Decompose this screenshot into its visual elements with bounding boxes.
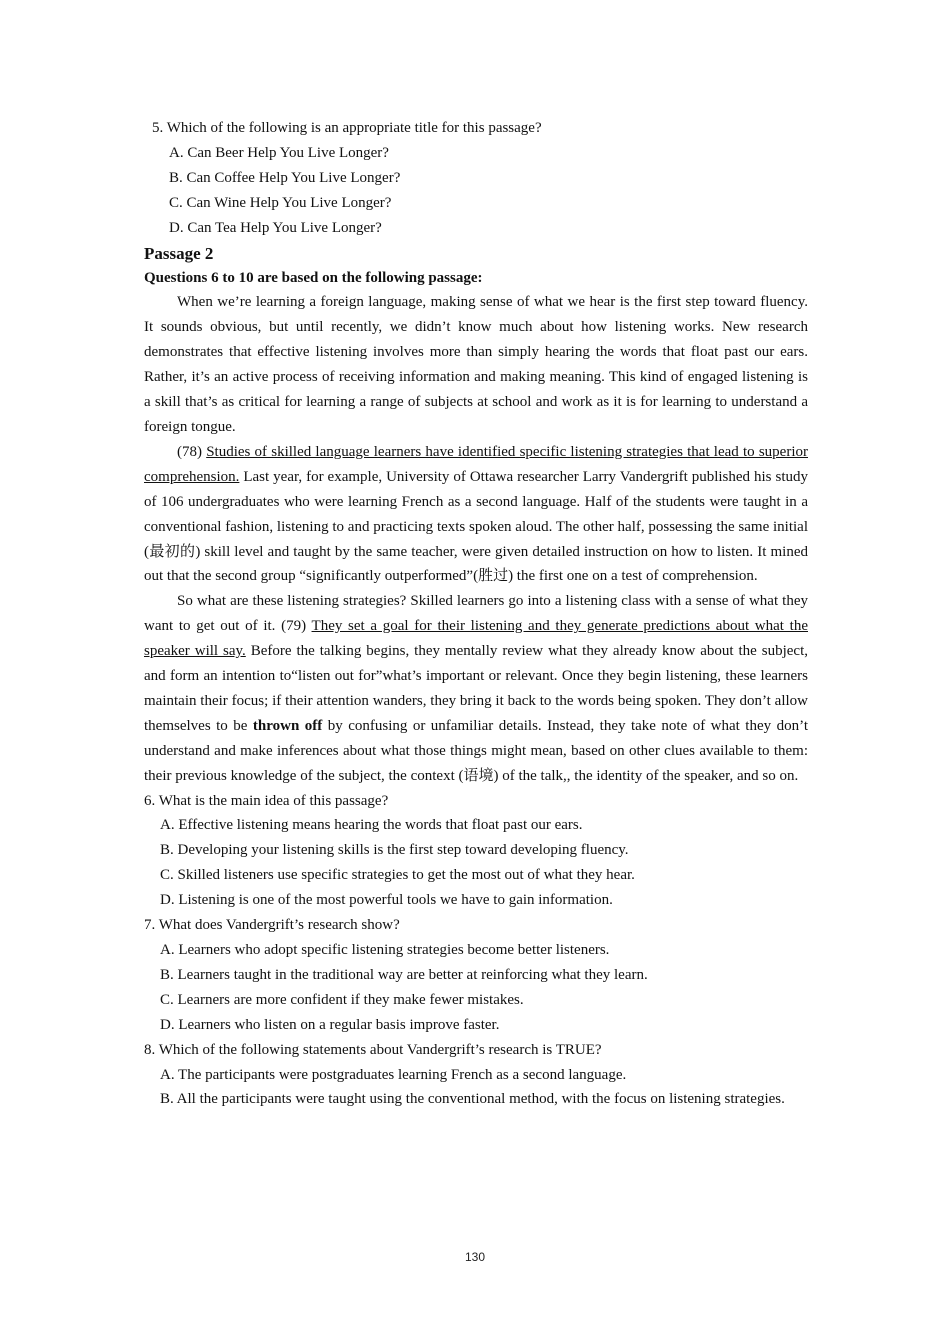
question-7 — [144, 913, 808, 1038]
passage-2-instruction: Questions 6 to 10 are based on the following passage: — [144, 269, 483, 286]
question-7-option-c: C. Learners are more confident if they make fewer mistakes. — [160, 991, 524, 1008]
question-6-option-b: B. Developing your listening skills is the first step toward developing fluency. — [160, 842, 629, 859]
question-5-option-c: C. Can Wine Help You Live Longer? — [169, 194, 392, 211]
question-6 — [144, 789, 808, 914]
document-page — [144, 116, 808, 1112]
paragraph-3-start: So what are these listening strategies? Skilled learners go into a listening class with a sense of what they want to get out of it. (79) — [144, 593, 808, 635]
page-number: 130 — [464, 1250, 486, 1264]
underlined-sentence-79: They set a goal for their listening and they generate predictions about what the speaker will say. — [144, 618, 808, 660]
question-7-option-a: A. Learners who adopt specific listening strategies become better listeners. — [160, 942, 610, 958]
passage-paragraph-1: When we’re learning a foreign language, making sense of what we hear is the first step toward fluency. It sounds obvious, but until recently, we didn’t know much about how listening works. New research demonstrates that effective listening involves more than simply hearing the words that float past our ears. Rather, it’s an active process of receiving information and making meaning. This kind of engaged listening is a skill that’s as critical for learning a range of subjects at school and work as it is for learning to understand a foreign tongue. — [144, 294, 808, 435]
question-8-option-b: B. All the participants were taught using the conventional method, with the focus on listening strategies. — [160, 1091, 785, 1108]
question-6-option-c: C. Skilled listeners use specific strategies to get the most out of what they hear. — [160, 867, 635, 884]
paragraph-3-middle: Before the talking begins, they mentally review what they already know about the subject, and form an intention to“listen out for”what’s important or relevant. Once they begin listening, these learners maintain their focus; if their attention wanders, they bring it back to the words being spoken. They don’t allow themselves to be — [144, 643, 808, 734]
question-5 — [144, 116, 808, 241]
question-8 — [144, 1038, 808, 1113]
bold-phrase-thrown-off: thrown off — [252, 717, 323, 734]
question-6-text: 6. What is the main idea of this passage? — [144, 792, 389, 809]
passage-paragraph-2 — [144, 440, 808, 589]
question-8-text: 8. Which of the following statements about Vandergrift’s research is TRUE? — [144, 1041, 602, 1058]
question-5-option-d: D. Can Tea Help You Live Longer? — [169, 219, 382, 236]
passage-paragraph-3 — [144, 589, 808, 788]
paragraph-2-label: (78) — [177, 443, 207, 460]
underlined-sentence-78: Studies of skilled language learners have identified specific listening strategies that lead to superior comprehension. — [144, 443, 808, 485]
question-6-option-a: A. Effective listening means hearing the words that float past our ears. — [160, 817, 583, 834]
question-5-text: 5. Which of the following is an appropriate title for this passage? — [152, 120, 542, 136]
question-6-option-d: D. Listening is one of the most powerful tools we have to gain information. — [160, 892, 613, 909]
question-7-text: 7. What does Vandergrift’s research show? — [144, 917, 400, 934]
paragraph-3-end: by confusing or unfamiliar details. Instead, they take note of what they don’t understand and make inferences about what those things might mean, based on other clues available to them: their previous knowledge of the subject, the context (语境) of the talk,, the identity of the speaker, and so on. — [144, 717, 808, 784]
question-7-option-b: B. Learners taught in the traditional way are better at reinforcing what they learn. — [160, 966, 648, 983]
question-8-option-a: A. The participants were postgraduates learning French as a second language. — [160, 1066, 627, 1083]
question-5-option-b: B. Can Coffee Help You Live Longer? — [169, 169, 401, 186]
question-7-option-d: D. Learners who listen on a regular basis improve faster. — [160, 1016, 500, 1033]
paragraph-2-rest: Last year, for example, University of Ottawa researcher Larry Vandergrift published his study of 106 undergraduates who were learning French as a second language. Half of the students were taught in a conventional fashion, listening to and practicing texts spoken aloud. The other half, possessing the same initial (最初的) skill level and taught by the same teacher, were given detailed instruction on how to listen. It mined out that the second group “significantly outperformed”(胜过) the first one on a test of comprehension. — [144, 468, 808, 585]
question-5-option-a: A. Can Beer Help You Live Longer? — [169, 144, 389, 161]
passage-2-heading: Passage 2 — [144, 243, 214, 263]
